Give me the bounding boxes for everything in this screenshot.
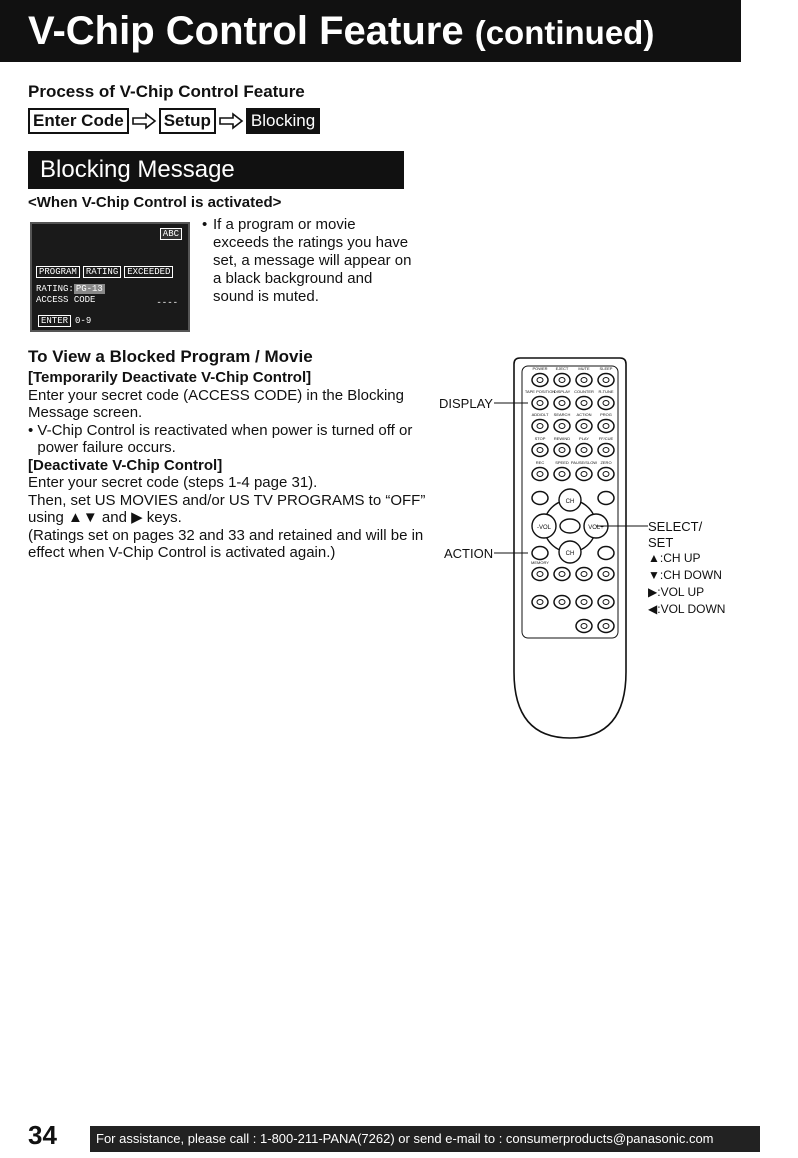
remote-button — [598, 568, 614, 581]
remote-button — [532, 444, 548, 457]
deactivate-text-3: (Ratings set on pages 32 and 33 and retained and will be in effect when V-Chip Control is activated again.) — [28, 526, 424, 561]
blocking-bullet-text: If a program or movie exceeds the ratings you have set, a message will appear on a black background and sound is muted. — [213, 216, 412, 305]
vol-minus-label: -VOL — [536, 525, 552, 531]
blocking-subheading: <When V-Chip Control is activated> — [28, 194, 282, 211]
screen-code-label: CODE — [73, 295, 96, 305]
temp-bullet-text: V-Chip Control is reactivated when power is turned off or power failure occurs. — [37, 421, 413, 456]
remote-button — [554, 444, 570, 457]
deactivate-heading: [Deactivate V-Chip Control] — [28, 456, 223, 474]
remote-button — [598, 468, 614, 481]
arrow-right-icon — [218, 112, 244, 130]
remote-button — [598, 596, 614, 609]
remote-button-label: MUTE — [578, 366, 590, 371]
step-blocking: Blocking — [246, 108, 320, 134]
remote-button-label: R-TUNE — [598, 389, 614, 394]
remote-button — [598, 420, 614, 433]
remote-button — [532, 568, 548, 581]
bullet-dot-icon: • — [28, 421, 38, 439]
remote-button — [576, 444, 592, 457]
action-button — [532, 547, 548, 560]
screen-rating-value: PG-13 — [75, 284, 103, 294]
remote-button-label: SEARCH — [553, 412, 571, 417]
remote-button — [532, 420, 548, 433]
process-steps — [28, 108, 320, 134]
remote-control-illustration — [436, 354, 756, 742]
remote-button-label: PLAY — [579, 436, 589, 441]
remote-button — [598, 492, 614, 505]
deactivate-text-2: Then, set US MOVIES and/or US TV PROGRAMS to “OFF” using ▲▼ and ▶ keys. — [28, 491, 426, 526]
set-callout: SET — [648, 535, 674, 550]
ch-up-label: CH — [565, 499, 575, 505]
section-header-blocking: Blocking Message — [28, 151, 404, 189]
bullet-dot-icon: • — [202, 216, 208, 233]
remote-button-label: STOP — [534, 436, 546, 441]
remote-button — [598, 374, 614, 387]
screen-enter-row — [38, 316, 91, 326]
view-blocked-heading: To View a Blocked Program / Movie — [28, 347, 313, 366]
remote-button — [532, 374, 548, 387]
remote-button-label: EJECT — [555, 366, 569, 371]
remote-button — [576, 397, 592, 410]
view-blocked-body — [28, 369, 428, 562]
remote-button — [576, 374, 592, 387]
blocking-bullet — [202, 216, 414, 306]
remote-button-label: REC — [535, 460, 545, 465]
remote-button-label: COUNTER — [574, 389, 594, 394]
remote-button — [598, 397, 614, 410]
remote-button — [554, 397, 570, 410]
temp-deactivate-text: Enter your secret code (ACCESS CODE) in the Blocking Message screen. — [28, 386, 404, 421]
remote-button-label: SLEEP — [599, 366, 613, 371]
remote-button — [532, 397, 548, 410]
screen-message-row — [36, 266, 173, 278]
vol-up-label: ▶:VOL UP — [648, 585, 705, 599]
action-callout: ACTION — [444, 546, 494, 561]
blocking-screen-illustration — [30, 222, 190, 332]
title-main: V-Chip Control Feature — [28, 9, 464, 53]
select-callout: SELECT/ — [648, 519, 703, 534]
temp-deactivate-heading: [Temporarily Deactivate V-Chip Control] — [28, 369, 312, 386]
screen-rating-row: RATING: PG-13 ACCESS CODE — [36, 284, 103, 305]
screen-access-label: ACCESS — [36, 295, 69, 305]
assistance-bar: For assistance, please call : 1-800-211-PANA(7262) or send e-mail to : consumerproducts@panasonic.com — [90, 1126, 760, 1152]
page-title — [0, 0, 741, 62]
remote-button — [598, 444, 614, 457]
remote-button-label: ACTION — [576, 412, 592, 417]
screen-enter-label: ENTER — [38, 315, 71, 327]
remote-button — [554, 596, 570, 609]
step-enter-code: Enter Code — [28, 108, 129, 134]
temp-bullet — [28, 422, 428, 457]
remote-button — [532, 492, 548, 505]
screen-code-dashes: ---- — [156, 298, 178, 308]
remote-button — [598, 547, 614, 560]
remote-button — [532, 596, 548, 609]
remote-button-label: FF/CUE — [598, 436, 614, 441]
screen-program: PROGRAM — [36, 266, 80, 278]
screen-exceeded: EXCEEDED — [124, 266, 173, 278]
deactivate-text-1: Enter your secret code (steps 1-4 page 31). — [28, 474, 318, 491]
screen-enter-value: 0-9 — [75, 316, 92, 326]
remote-button-label: MEMORY — [531, 560, 549, 565]
remote-button-label: REWIND — [553, 436, 571, 441]
vol-plus-label: VOL+ — [588, 525, 604, 531]
remote-button — [554, 568, 570, 581]
remote-button — [598, 620, 614, 633]
remote-button-label: PROG — [600, 412, 612, 417]
remote-button — [576, 468, 592, 481]
remote-button-label: PAUSE/SLOW — [570, 460, 598, 465]
process-heading: Process of V-Chip Control Feature — [28, 82, 305, 101]
remote-button — [576, 620, 592, 633]
ch-down-label: ▼:CH DOWN — [648, 568, 722, 582]
screen-rating-label: RATING — [36, 284, 69, 294]
vol-down-label: ◀:VOL DOWN — [648, 602, 726, 616]
arrow-right-icon — [131, 112, 157, 130]
ch-up-label: ▲:CH UP — [648, 551, 701, 565]
remote-button — [576, 420, 592, 433]
page-number: 34 — [28, 1120, 57, 1150]
remote-button — [554, 374, 570, 387]
ch-down-label: CH — [565, 551, 575, 557]
remote-button — [554, 420, 570, 433]
remote-button-label: ZERO — [600, 460, 612, 465]
remote-button — [554, 468, 570, 481]
remote-button — [532, 468, 548, 481]
channel-badge: ABC — [160, 228, 182, 240]
remote-button-label: ADD/DLT — [531, 412, 549, 417]
remote-button-label: SPEED — [555, 460, 569, 465]
select-set-button — [560, 519, 580, 533]
remote-button-label: DISPLAY — [553, 389, 571, 394]
title-suffix: (continued) — [474, 14, 655, 51]
remote-button-label: TAPE POSITION — [524, 389, 556, 394]
screen-rating: RATING — [83, 266, 121, 278]
remote-button — [576, 568, 592, 581]
remote-button-label: POWER — [532, 366, 548, 371]
display-callout: DISPLAY — [439, 396, 493, 411]
remote-button — [576, 596, 592, 609]
step-setup: Setup — [159, 108, 216, 134]
